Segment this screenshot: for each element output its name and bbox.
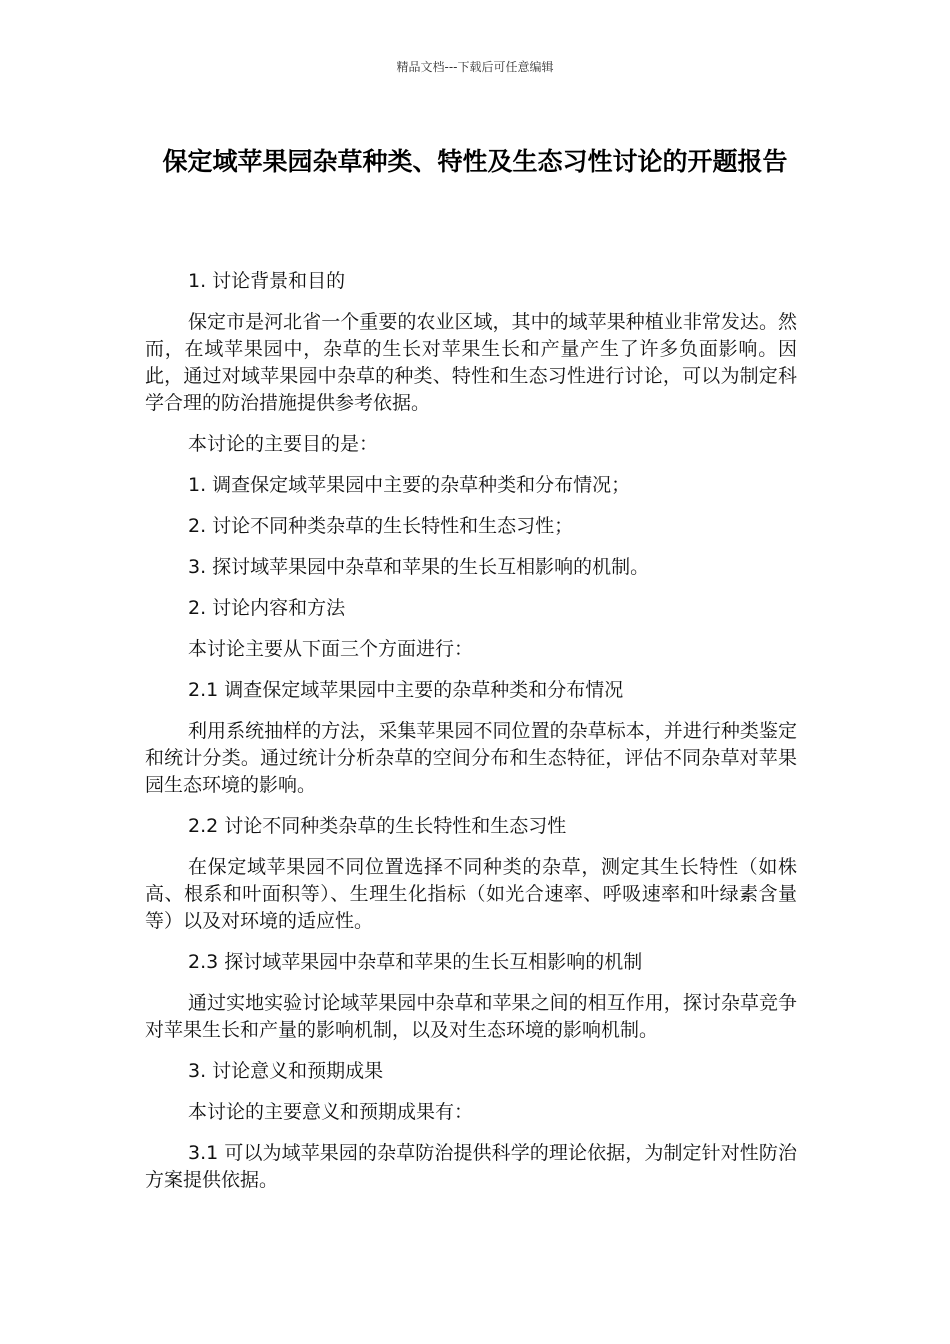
- body-paragraph: 在保定域苹果园不同位置选择不同种类的杂草，测定其生长特性（如株高、根系和叶面积等）、生理生化指标（如光合速率、呼吸速率和叶绿素含量等）以及对环境的适应性。: [145, 856, 797, 932]
- list-item: 1. 调查保定域苹果园中主要的杂草种类和分布情况；: [188, 474, 631, 496]
- list-item: 2. 讨论不同种类杂草的生长特性和生态习性；: [188, 515, 574, 537]
- body-paragraph: 本讨论的主要目的是：: [188, 433, 379, 455]
- subsection-heading: 2.1 调查保定域苹果园中主要的杂草种类和分布情况: [188, 679, 624, 701]
- document-title: 保定域苹果园杂草种类、特性及生态习性讨论的开题报告: [162, 147, 788, 176]
- list-item: 3. 探讨域苹果园中杂草和苹果的生长互相影响的机制。: [188, 556, 650, 578]
- subsection-heading: 2.2 讨论不同种类杂草的生长特性和生态习性: [188, 815, 567, 837]
- page-header-note: 精品文档---下载后可任意编辑: [396, 60, 554, 74]
- section-heading: 1. 讨论背景和目的: [188, 270, 346, 292]
- section-heading: 3. 讨论意义和预期成果: [188, 1060, 384, 1082]
- body-paragraph: 保定市是河北省一个重要的农业区域，其中的域苹果种植业非常发达。然而，在域苹果园中，杂草的生长对苹果生长和产量产生了许多负面影响。因此，通过对域苹果园中杂草的种类、特性和生态习性进行讨论，可以为制定科学合理的防治措施提供参考依据。: [145, 311, 797, 414]
- section-heading: 2. 讨论内容和方法: [188, 597, 346, 619]
- body-paragraph: 利用系统抽样的方法，采集苹果园不同位置的杂草标本，并进行种类鉴定和统计分类。通过统计分析杂草的空间分布和生态特征，评估不同杂草对苹果园生态环境的影响。: [145, 720, 797, 796]
- body-paragraph: 本讨论的主要意义和预期成果有：: [188, 1101, 474, 1123]
- subsection-heading: 2.3 探讨域苹果园中杂草和苹果的生长互相影响的机制: [188, 951, 643, 973]
- body-paragraph: 本讨论主要从下面三个方面进行：: [188, 638, 474, 660]
- body-paragraph: 3.1 可以为域苹果园的杂草防治提供科学的理论依据，为制定针对性防治方案提供依据。: [145, 1142, 797, 1191]
- body-paragraph: 通过实地实验讨论域苹果园中杂草和苹果之间的相互作用，探讨杂草竞争对苹果生长和产量的影响机制，以及对生态环境的影响机制。: [145, 992, 797, 1041]
- document-body: [145, 268, 797, 1208]
